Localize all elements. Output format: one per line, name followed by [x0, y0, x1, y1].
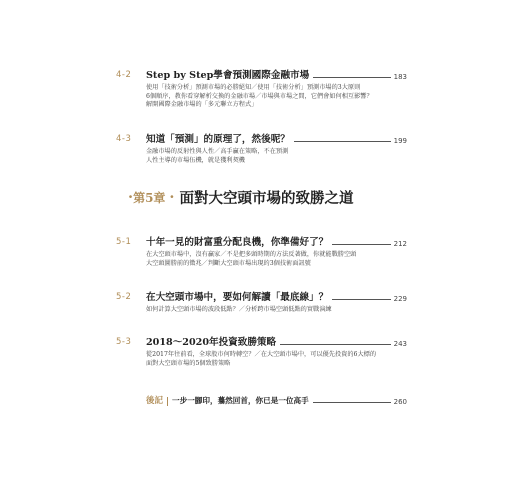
description-line: 從2017年往前看，全球股市何時轉空？／在大空頭市場中，可以優先投資的6大標的: [146, 351, 377, 358]
leader-line: [313, 402, 391, 403]
section-title: 知道「預測」的原理了，然後呢？: [146, 134, 290, 145]
toc-entry-4-3[interactable]: [116, 132, 407, 165]
epilogue-divider: [167, 397, 168, 406]
description-line: 6個順序，教你看穿解析交換的金融市場／市場與市場之間，它們會如何相互影響？: [146, 92, 373, 100]
page-number: 243: [393, 340, 407, 348]
chapter-title: 面對大空頭市場的致勝之道: [179, 190, 354, 207]
description-line: 金融市場的反射性與人性／高手贏在策略，不在預測: [146, 148, 289, 155]
leader-line: [332, 299, 390, 300]
section-title: 在大空頭市場中，要如何解讀「最底線」？: [146, 292, 329, 303]
section-title: 2018～2020年投資致勝策略: [146, 337, 277, 348]
description-line: 面對大空頭市場的5個致勝策略: [146, 359, 231, 367]
toc-entry-4-2[interactable]: [116, 68, 407, 110]
page-number: 199: [393, 137, 407, 145]
leader-line: [332, 244, 390, 245]
section-number: 4-2: [116, 70, 132, 80]
toc-heading: [146, 290, 407, 303]
toc-heading: [146, 68, 407, 81]
chapter-dot: ·: [128, 189, 134, 206]
chapter-heading[interactable]: [128, 187, 353, 208]
toc-heading: [146, 132, 407, 145]
leader-line: [280, 344, 390, 345]
epilogue-title: 一步一腳印，驀然回首，你已是一位高手: [172, 396, 309, 405]
description-line: 使用「技術分析」預測市場的必勝絕知／使用「技術分析」預測市場的3大原則: [146, 84, 361, 91]
chapter-label: 第5章: [133, 191, 166, 205]
toc-entry-5-1[interactable]: [116, 235, 407, 268]
description-line: 大空頭圖勝前的徵兆／判斷大空頭市場出現的3個技術面訊號: [146, 259, 311, 267]
section-number: 5-2: [116, 292, 132, 302]
leader-line: [313, 77, 390, 78]
section-description: [146, 84, 407, 110]
toc-entry-5-3[interactable]: [116, 335, 407, 368]
section-number: 5-1: [116, 237, 132, 247]
page-number: 229: [393, 295, 407, 303]
toc-heading: [146, 335, 407, 348]
section-number: 4-3: [116, 134, 132, 144]
toc-entry-epilogue[interactable]: [146, 394, 407, 406]
chapter-dot: ·: [169, 189, 175, 206]
section-title: 十年一見的財富重分配良機，你準備好了？: [146, 237, 329, 248]
page-number: 183: [393, 73, 407, 81]
toc-heading: [146, 235, 407, 248]
section-description: [146, 148, 407, 165]
description-line: 如何計算大空頭市場的波段低點？／分析跨市場空頭低點的實戰演練: [146, 306, 332, 313]
section-description: [146, 306, 407, 315]
section-title: Step by Step學會預測國際金融市場: [146, 70, 310, 81]
section-number: 5-3: [116, 337, 132, 347]
description-line: 人性主導的市場伍機，就是獲利契機: [146, 156, 245, 164]
page-number: 212: [393, 240, 407, 248]
page-number: 260: [393, 398, 407, 406]
description-line: 解開國際金融市場的「多元聯立方程式」: [146, 101, 258, 109]
leader-line: [294, 141, 391, 142]
section-description: [146, 351, 407, 368]
description-line: 在大空頭市場中，沒有贏家／不是把多頭時期的方法反著做，你就能戰勝空頭: [146, 251, 357, 258]
section-description: [146, 251, 407, 268]
epilogue-label: 後記: [146, 396, 164, 406]
toc-entry-5-2[interactable]: [116, 290, 407, 315]
